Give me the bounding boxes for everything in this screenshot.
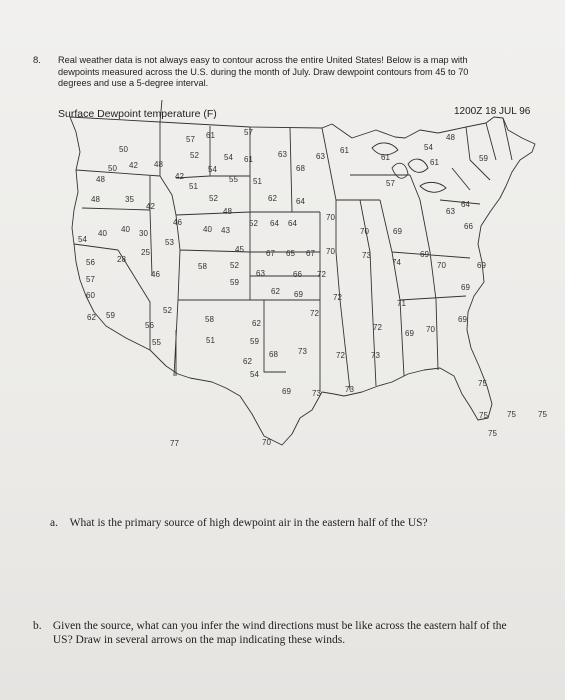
dewpoint-value: 69 [282,387,291,396]
dewpoint-value: 54 [208,165,217,174]
us-state-outlines [70,100,535,445]
dewpoint-value: 64 [270,219,279,228]
dewpoint-value: 52 [190,151,199,160]
state-lines [74,100,512,392]
dewpoint-value: 42 [129,161,138,170]
dewpoint-value: 64 [288,219,297,228]
dewpoint-value: 52 [249,219,258,228]
dewpoint-value: 59 [230,278,239,287]
dewpoint-value: 69 [405,329,414,338]
dewpoint-value: 59 [106,311,115,320]
map-timestamp: 1200Z 18 JUL 96 [454,106,531,117]
dewpoint-value: 48 [154,160,163,169]
dewpoint-value: 57 [244,128,253,137]
dewpoint-value: 45 [235,245,244,254]
dewpoint-value: 61 [381,153,390,162]
dewpoint-value: 55 [152,338,161,347]
part-b-text: Given the source, what can you infer the wind directions must be like across the eastern half of the US? Draw in several arrows on the map indicating these winds. [52,620,507,646]
dewpoint-value: 72 [373,323,382,332]
dewpoint-value: 54 [224,153,233,162]
dewpoint-value: 68 [296,164,305,173]
dewpoint-value: 63 [278,150,287,159]
dewpoint-value: 70 [360,227,369,236]
dewpoint-value: 62 [271,287,280,296]
question-number: 8. [33,55,41,66]
dewpoint-value: 75 [479,411,488,420]
dewpoint-value: 48 [96,175,105,184]
dewpoint-value: 73 [312,389,321,398]
dewpoint-value: 51 [253,177,262,186]
dewpoint-value: 57 [386,179,395,188]
dewpoint-value: 54 [424,143,433,152]
dewpoint-value: 64 [461,200,470,209]
dewpoint-value: 68 [269,350,278,359]
dewpoint-value: 70 [437,261,446,270]
dewpoint-value: 46 [151,270,160,279]
dewpoint-value: 63 [316,152,325,161]
dewpoint-value: 50 [108,164,117,173]
dewpoint-value: 53 [165,238,174,247]
dewpoint-value: 51 [206,336,215,345]
dewpoint-value: 40 [98,229,107,238]
dewpoint-value: 63 [256,269,265,278]
dewpoint-value: 35 [125,195,134,204]
dewpoint-value: 77 [170,439,179,448]
dewpoint-value: 48 [446,133,455,142]
dewpoint-value: 62 [252,319,261,328]
part-b-label: b. [33,620,42,632]
dewpoint-value: 50 [119,145,128,154]
dewpoint-value: 69 [458,315,467,324]
dewpoint-value: 57 [86,275,95,284]
dewpoint-value: 51 [189,182,198,191]
dewpoint-value: 40 [121,225,130,234]
dewpoint-value: 46 [173,218,182,227]
dewpoint-value: 70 [326,213,335,222]
dewpoint-value: 61 [340,146,349,155]
dewpoint-value: 72 [310,309,319,318]
question-part-b [33,619,533,647]
dewpoint-value: 69 [294,290,303,299]
dewpoint-value: 70 [326,247,335,256]
dewpoint-value: 65 [286,249,295,258]
dewpoint-value: 72 [333,293,342,302]
dewpoint-value: 43 [221,226,230,235]
dewpoint-value: 60 [86,291,95,300]
dewpoint-value: 61 [244,155,253,164]
dewpoint-value: 54 [250,370,259,379]
dewpoint-value: 61 [206,131,215,140]
great-lakes [372,143,446,192]
dewpoint-value: 58 [205,315,214,324]
dewpoint-value: 48 [91,195,100,204]
dewpoint-value: 73 [298,347,307,356]
dewpoint-value: 75 [507,410,516,419]
dewpoint-value: 52 [209,194,218,203]
dewpoint-value: 69 [477,261,486,270]
dewpoint-value: 69 [393,227,402,236]
question-part-a [50,517,530,529]
dewpoint-value: 72 [317,270,326,279]
question-text: Real weather data is not always easy to contour across the entire United States! Below is a map with dewpoints measured across the U.S. during the month of July. Draw dewpoint contours from 45 to 70 degrees and use a 5-degree interval. [58,55,469,88]
dewpoint-value: 64 [296,197,305,206]
part-a-text: What is the primary source of high dewpoint air in the eastern half of the US? [69,517,428,529]
dewpoint-value: 54 [78,235,87,244]
dewpoint-value: 58 [198,262,207,271]
dewpoint-value: 52 [230,261,239,270]
dewpoint-value: 75 [538,410,547,419]
dewpoint-value: 75 [488,429,497,438]
dewpoint-value: 70 [262,438,271,447]
dewpoint-value: 62 [243,357,252,366]
dewpoint-value: 61 [430,158,439,167]
dewpoint-value: 73 [371,351,380,360]
dewpoint-value: 40 [203,225,212,234]
dewpoint-value: 62 [87,313,96,322]
dewpoint-value: 52 [163,306,172,315]
dewpoint-value: 42 [175,172,184,181]
dewpoint-value: 66 [464,222,473,231]
dewpoint-value: 67 [306,249,315,258]
dewpoint-value: 63 [446,207,455,216]
dewpoint-value: 75 [478,379,487,388]
dewpoint-value: 70 [426,325,435,334]
dewpoint-value: 56 [145,321,154,330]
dewpoint-value: 57 [186,135,195,144]
dewpoint-value: 25 [141,248,150,257]
dewpoint-value: 59 [479,154,488,163]
dewpoint-value: 69 [461,283,470,292]
dewpoint-value: 74 [392,258,401,267]
dewpoint-value: 55 [229,175,238,184]
dewpoint-value: 72 [336,351,345,360]
dewpoint-value: 62 [268,194,277,203]
dewpoint-value: 56 [86,258,95,267]
dewpoint-value: 69 [420,250,429,259]
map-title: Surface Dewpoint temperature (F) [58,108,217,120]
dewpoint-value: 42 [146,202,155,211]
dewpoint-value: 48 [223,207,232,216]
dewpoint-value: 73 [362,251,371,260]
dewpoint-value: 30 [139,229,148,238]
dewpoint-value: 67 [266,249,275,258]
dewpoint-value: 71 [397,299,406,308]
dewpoint-value: 28 [117,255,126,264]
dewpoint-value: 59 [250,337,259,346]
dewpoint-value: 66 [293,270,302,279]
dewpoint-value: 73 [345,385,354,394]
part-a-label: a. [50,517,58,529]
